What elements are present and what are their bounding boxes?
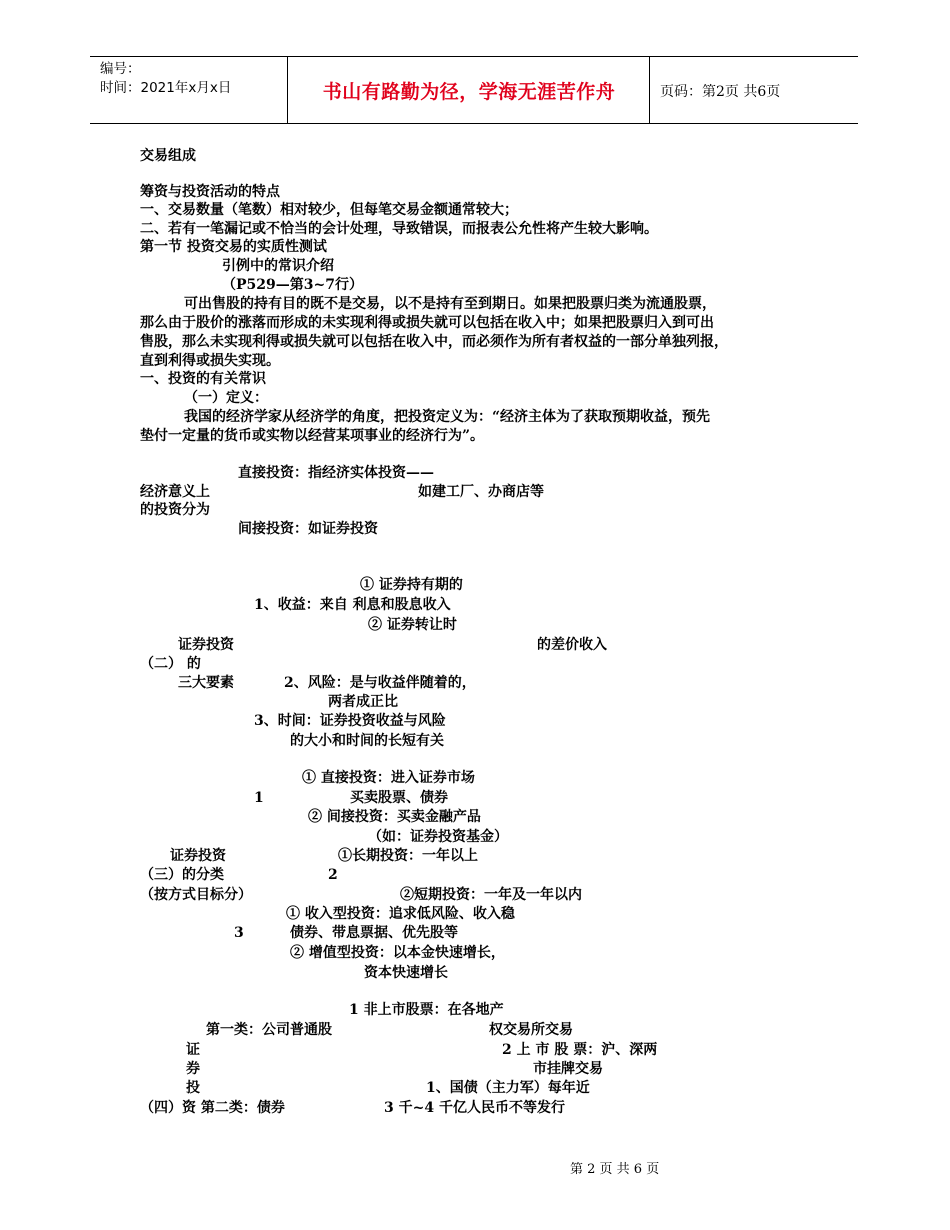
text-line: 的投资分为: [140, 502, 210, 518]
text-line: 可出售股的持有目的既不是交易，以不是持有至到期日。如果把股票归类为流通股票，: [184, 296, 716, 312]
header-number-label: 编号：: [100, 61, 141, 77]
header-date: 时间：2021年x月x日: [100, 80, 232, 96]
text-line: 两者成正比: [328, 694, 398, 710]
text-line: 投: [186, 1080, 200, 1096]
text-line: 资本快速增长: [364, 965, 448, 981]
text-line: 交易组成: [140, 148, 196, 164]
page-footer: 第 2 页 共 6 页: [570, 1162, 660, 1177]
text-line: 直到利得或损失实现。: [140, 353, 280, 369]
text-line: 间接投资：如证券投资: [238, 521, 378, 537]
text-line: 证券投资: [178, 637, 234, 653]
text-line: 权交易所交易: [489, 1022, 573, 1038]
text-line: 买卖股票、债券: [350, 790, 448, 806]
header-motto: 书山有路勤为径，学海无涯苦作舟: [322, 80, 616, 103]
text-line: 证: [186, 1042, 200, 1058]
text-line: ① 证券持有期的: [360, 577, 463, 593]
text-line: 的大小和时间的长短有关: [290, 733, 444, 749]
text-line: 第一类：公司普通股: [206, 1022, 332, 1038]
text-line: ② 增值型投资：以本金快速增长，: [290, 945, 505, 961]
text-line: ① 收入型投资：追求低风险、收入稳: [286, 906, 515, 922]
text-line: 券: [186, 1061, 200, 1077]
text-line: （按方式目标分）: [140, 887, 252, 903]
text-line: 3: [234, 925, 244, 941]
text-line: 债券、带息票据、优先股等: [290, 925, 458, 941]
text-line: 1、国债（主力军）每年近: [426, 1080, 590, 1096]
text-line: （一）定义：: [184, 390, 268, 406]
text-line: （三）的分类: [140, 867, 224, 883]
header-meta: [100, 60, 231, 98]
header-divider: [649, 57, 650, 123]
text-line: 3、时间：证券投资收益与风险: [254, 713, 446, 729]
text-line: ① 直接投资：进入证券市场: [302, 770, 475, 786]
text-line: 二、若有一笔漏记或不恰当的会计处理，导致错误，而报表公允性将产生较大影响。: [140, 221, 658, 237]
text-line: 3 千~4 千亿人民币不等发行: [384, 1100, 565, 1116]
text-line: 三大要素: [178, 675, 234, 691]
text-line: 我国的经济学家从经济学的角度，把投资定义为：“经济主体为了获取预期收益，预先: [184, 409, 711, 425]
text-line: 1 非上市股票：在各地产: [349, 1002, 504, 1018]
text-line: （二） 的: [140, 656, 201, 672]
text-line: （四）资 第二类：债券: [140, 1100, 285, 1116]
text-line: （如：证券投资基金）: [368, 829, 508, 845]
text-line: 一、交易数量（笔数）相对较少，但每笔交易金额通常较大；: [140, 202, 518, 218]
text-line: ② 证券转让时: [368, 617, 457, 633]
text-line: ①长期投资：一年以上: [338, 848, 478, 864]
text-line: ② 间接投资：买卖金融产品: [308, 809, 481, 825]
text-line: 经济意义上: [140, 484, 210, 500]
text-line: 2 上 市 股 票：沪、深两: [502, 1042, 658, 1058]
text-line: 如建工厂、办商店等: [418, 484, 544, 500]
text-line: 1、收益：来自 利息和股息收入: [254, 597, 451, 613]
text-line: （P529—第3~7行）: [222, 277, 363, 293]
text-line: 2: [328, 867, 338, 883]
text-line: 那么由于股价的涨落而形成的未实现利得或损失就可以包括在收入中；如果把股票归入到可出: [140, 315, 714, 331]
text-line: 2、风险：是与收益伴随着的，: [284, 675, 476, 691]
text-line: 直接投资：指经济实体投资——: [238, 465, 434, 481]
text-line: 的差价收入: [537, 637, 607, 653]
text-line: 市挂牌交易: [533, 1061, 603, 1077]
header-page-label: 页码：第2页 共6页: [660, 84, 781, 100]
text-line: 一、投资的有关常识: [140, 371, 266, 387]
text-line: 售股，那么未实现利得或损失就可以包括在收入中，而必须作为所有者权益的一部分单独列报，: [140, 334, 728, 350]
text-line: 引例中的常识介绍: [222, 258, 334, 274]
text-line: 第一节 投资交易的实质性测试: [140, 239, 327, 255]
text-line: 1: [254, 790, 264, 806]
text-line: 垫付一定量的货币或实物以经营某项事业的经济行为”。: [140, 428, 485, 444]
header-divider: [287, 57, 288, 123]
document-header: [90, 56, 858, 124]
text-line: 筹资与投资活动的特点: [140, 184, 280, 200]
text-line: ②短期投资：一年及一年以内: [400, 887, 582, 903]
text-line: 证券投资: [170, 848, 226, 864]
